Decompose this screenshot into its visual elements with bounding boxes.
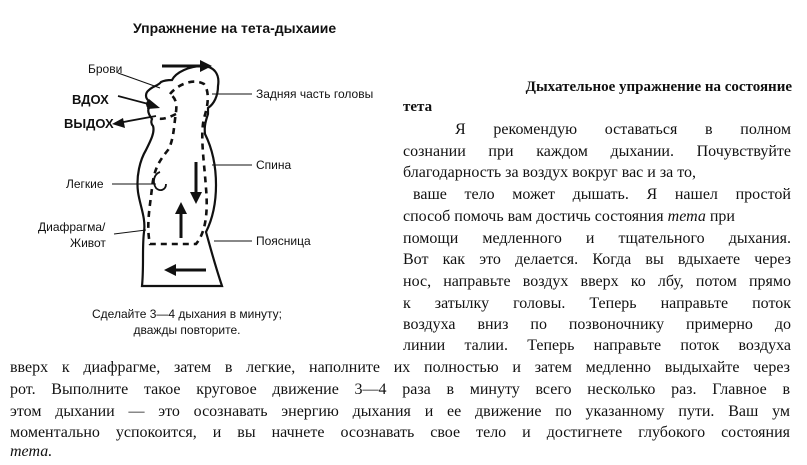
label-lungs: Легкие xyxy=(66,177,104,191)
text-theta: тета xyxy=(667,208,706,225)
figure-caption-line2: дважды повторите. xyxy=(133,323,241,337)
down-arrow-icon xyxy=(190,162,202,204)
text-segment: при xyxy=(709,208,735,225)
up-arrow-icon xyxy=(175,202,187,238)
text-line: благодарность за воздух вокруг вас и за то, xyxy=(403,164,697,181)
text-line: вверх к диафрагме, затем в легкие, наполните их полностью и затем медленно выдыхайте через xyxy=(10,359,790,376)
inhale-arrow-icon xyxy=(118,96,160,109)
breathing-diagram xyxy=(0,0,400,340)
body-silhouette xyxy=(137,66,222,286)
lung-shape xyxy=(154,172,166,190)
text-line: воздуха вниз по позвоночнику примерно до xyxy=(403,316,791,333)
diaphragm-leader xyxy=(114,230,146,234)
label-exhale: ВЫДОХ xyxy=(64,116,114,131)
exhale-path xyxy=(156,114,176,119)
brows-leader xyxy=(118,73,160,88)
text-line: Вот как это делается. Когда вы вдыхаете через xyxy=(403,251,791,268)
figure-title: Упражнение на тета-дыхаиие xyxy=(133,20,337,36)
text-line: к затылку головы. Теперь направьте поток xyxy=(403,295,791,312)
text-line: линии талии. Теперь направьте поток воздуха xyxy=(403,337,791,354)
text-line xyxy=(403,208,735,226)
text-line: моментально успокоится, и вы начнете осознавать свое тело и достигнете глубокого состояния xyxy=(10,424,790,441)
text-line: ваше тело может дышать. Я нашел простой xyxy=(413,186,791,203)
label-brows: Брови xyxy=(88,62,123,76)
text-line: сознании при каждом дыхании. Почувствуйте xyxy=(403,143,791,160)
text-line: помощи медленного и тщательного дыхания. xyxy=(403,230,791,247)
figure-caption-line1: Сделайте 3—4 дыхания в минуту; xyxy=(92,307,282,321)
label-inhale: ВДОХ xyxy=(72,92,109,107)
text-line: Я рекомендую оставаться в полном xyxy=(455,121,791,138)
label-lower-back: Поясница xyxy=(256,234,311,248)
label-diaphragm: Диафрагма/ xyxy=(38,220,106,234)
text-segment: способ помочь вам достичь состояния xyxy=(403,208,664,225)
text-line-last: тета. xyxy=(10,443,53,460)
text-line: рот. Выполните такое круговое движение 3—4 раза в минуту всего несколько раз. Главное в xyxy=(10,381,790,398)
article-heading-cont: тета xyxy=(403,99,433,115)
text-line: этом дыхании — это осознавать энергию дыхания и ее движение по указанному пути. Ваш ум xyxy=(10,403,790,420)
label-belly: Живот xyxy=(70,236,106,250)
label-back-of-head: Задняя часть головы xyxy=(256,87,374,101)
top-arrow-icon xyxy=(162,60,212,72)
article-heading: Дыхательное упражнение на состояние xyxy=(525,79,792,95)
exhale-arrow-icon xyxy=(112,116,156,128)
bottom-arrow-icon xyxy=(164,264,206,276)
text-line: нос, направьте воздух вверх ко лбу, потом прямо xyxy=(403,273,791,290)
label-spine: Спина xyxy=(256,158,292,172)
